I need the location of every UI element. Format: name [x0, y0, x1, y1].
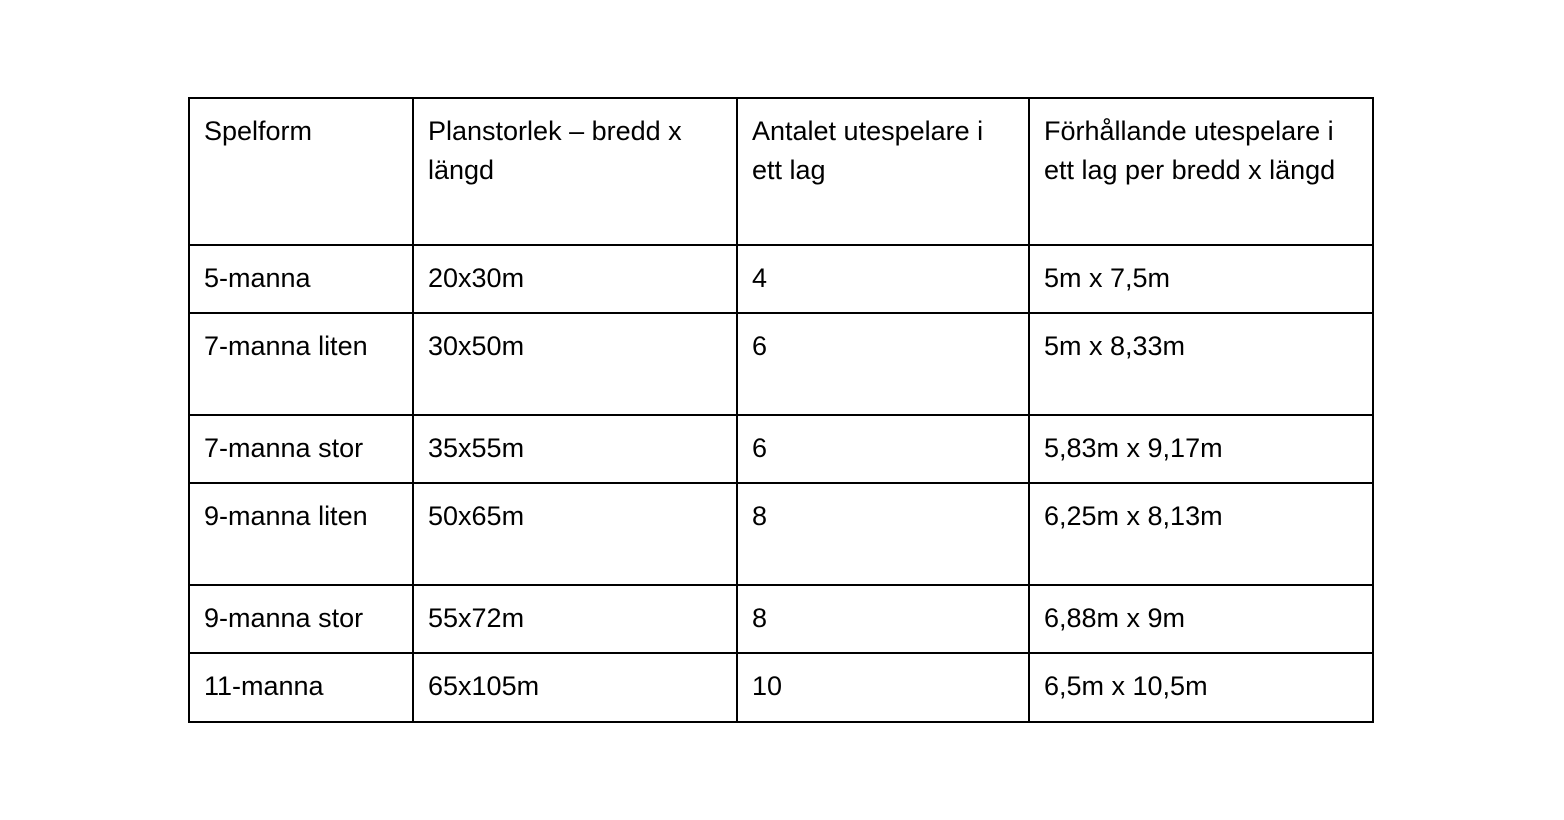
table-cell: 65x105m — [413, 653, 737, 722]
table-cell: 50x65m — [413, 483, 737, 585]
header-cell-forhallande: Förhållande utespelare i ett lag per bredd x längd — [1029, 98, 1373, 245]
header-cell-spelform: Spelform — [189, 98, 413, 245]
table-row — [189, 313, 1373, 415]
table-row — [189, 653, 1373, 722]
table-cell: 6,25m x 8,13m — [1029, 483, 1373, 585]
table-cell: 7-manna stor — [189, 415, 413, 483]
table-cell: 8 — [737, 483, 1029, 585]
field-size-table — [188, 97, 1374, 723]
table-cell: 6,5m x 10,5m — [1029, 653, 1373, 722]
table-cell: 4 — [737, 245, 1029, 313]
table-cell: 5,83m x 9,17m — [1029, 415, 1373, 483]
table-cell: 9-manna liten — [189, 483, 413, 585]
table-cell: 35x55m — [413, 415, 737, 483]
header-row — [189, 98, 1373, 245]
table-cell: 5-manna — [189, 245, 413, 313]
table-row — [189, 415, 1373, 483]
header-cell-antalet-utespelare: Antalet utespelare i ett lag — [737, 98, 1029, 245]
table-row — [189, 585, 1373, 653]
table-cell: 30x50m — [413, 313, 737, 415]
table-cell: 9-manna stor — [189, 585, 413, 653]
table-cell: 5m x 7,5m — [1029, 245, 1373, 313]
table-cell: 10 — [737, 653, 1029, 722]
table-row — [189, 483, 1373, 585]
table-cell: 11-manna — [189, 653, 413, 722]
table-cell: 6 — [737, 313, 1029, 415]
table-cell: 20x30m — [413, 245, 737, 313]
table-row — [189, 245, 1373, 313]
table-cell: 6 — [737, 415, 1029, 483]
table-cell: 8 — [737, 585, 1029, 653]
table-cell: 7-manna liten — [189, 313, 413, 415]
table-cell: 55x72m — [413, 585, 737, 653]
header-cell-planstorlek: Planstorlek – bredd x längd — [413, 98, 737, 245]
table-cell: 6,88m x 9m — [1029, 585, 1373, 653]
table-cell: 5m x 8,33m — [1029, 313, 1373, 415]
